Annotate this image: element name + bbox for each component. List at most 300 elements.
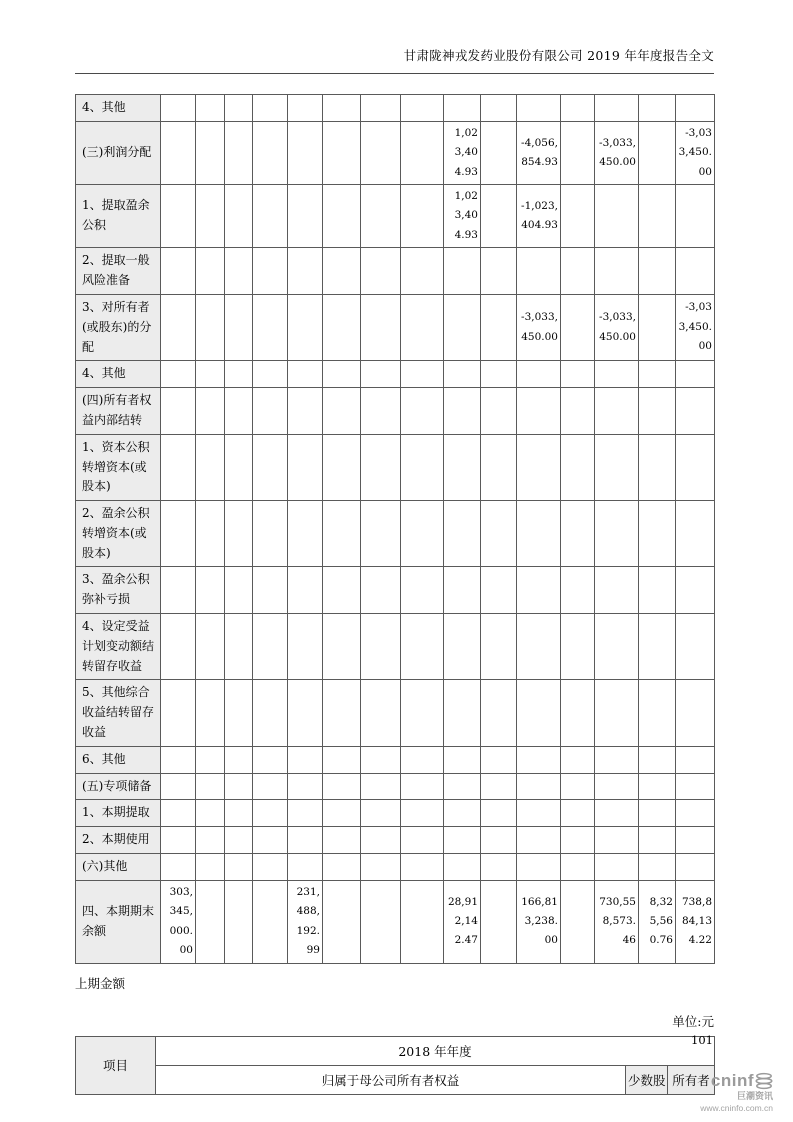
value-cell [517,361,561,388]
value-cell [639,854,676,881]
value-cell [288,434,323,500]
value-cell [444,434,481,500]
value-cell [323,614,361,680]
value-cell [225,680,253,746]
value-cell [444,95,481,122]
value-cell [561,294,595,360]
value-cell [361,567,401,614]
value-cell [595,361,639,388]
value-cell [196,388,225,435]
value-cell [401,248,444,295]
value-cell [595,800,639,827]
value-cell [323,680,361,746]
value-cell [561,434,595,500]
value-cell [225,827,253,854]
value-cell [676,567,715,614]
value-cell [444,827,481,854]
value-cell [323,800,361,827]
value-cell [161,361,196,388]
value-cell [444,614,481,680]
table-row [76,680,715,746]
value-cell [196,880,225,963]
value-cell [517,746,561,773]
value-cell [444,800,481,827]
row-label: (三)利润分配 [76,121,161,184]
page-number: 101 [691,1033,713,1047]
document-header: 甘肃陇神戎发药业股份有限公司 2019 年年度报告全文 [75,46,714,74]
value-cell [401,567,444,614]
value-cell [639,773,676,800]
value-cell [676,185,715,248]
value-cell [676,95,715,122]
value-cell [639,827,676,854]
table-row [76,880,715,963]
value-cell [401,880,444,963]
value-cell: 730,558,573.46 [595,880,639,963]
value-cell [639,614,676,680]
value-cell: 231,488,192.99 [288,880,323,963]
table-row [76,95,715,122]
row-label: 4、其他 [76,95,161,122]
value-cell [253,434,288,500]
value-cell [196,567,225,614]
value-cell [401,854,444,881]
value-cell [361,294,401,360]
value-cell [288,746,323,773]
value-cell [676,248,715,295]
value-cell [361,773,401,800]
value-cell [676,800,715,827]
value-cell [639,361,676,388]
value-cell [444,854,481,881]
value-cell [639,680,676,746]
value-cell [225,361,253,388]
row-label: 四、本期期末余额 [76,880,161,963]
value-cell [253,185,288,248]
value-cell [444,773,481,800]
value-cell [444,501,481,567]
value-cell [253,567,288,614]
value-cell [225,773,253,800]
value-cell [196,854,225,881]
value-cell [196,827,225,854]
value-cell [401,680,444,746]
value-cell [323,827,361,854]
table-row [76,361,715,388]
value-cell [225,434,253,500]
table-row [76,434,715,500]
table-row [76,614,715,680]
value-cell [595,746,639,773]
value-cell [561,800,595,827]
value-cell [595,567,639,614]
row-label: 5、其他综合收益结转留存收益 [76,680,161,746]
value-cell [639,800,676,827]
value-cell [288,248,323,295]
value-cell [225,95,253,122]
value-cell [676,388,715,435]
value-cell [595,680,639,746]
value-cell: -3,033,450.00 [595,294,639,360]
value-cell [561,614,595,680]
row-label: 4、其他 [76,361,161,388]
value-cell [595,854,639,881]
value-cell [361,121,401,184]
value-cell: 738,884,134.22 [676,880,715,963]
value-cell [481,388,517,435]
value-cell [196,185,225,248]
value-cell [253,388,288,435]
year-header-cell: 2018 年年度 [156,1036,715,1065]
value-cell [323,880,361,963]
value-cell [517,680,561,746]
value-cell [225,388,253,435]
value-cell: 28,912,142.47 [444,880,481,963]
value-cell [481,248,517,295]
value-cell [444,746,481,773]
value-cell [401,773,444,800]
value-cell [225,746,253,773]
table-row [76,185,715,248]
value-cell [196,95,225,122]
value-cell [196,361,225,388]
value-cell [481,800,517,827]
value-cell [676,434,715,500]
value-cell: 166,813,238.00 [517,880,561,963]
value-cell: -4,056,854.93 [517,121,561,184]
value-cell [161,614,196,680]
prior-period-table [75,1036,715,1095]
value-cell [361,388,401,435]
value-cell [639,501,676,567]
value-cell [196,294,225,360]
value-cell [444,294,481,360]
value-cell: -3,033,450.00 [676,121,715,184]
value-cell [361,95,401,122]
value-cell [595,388,639,435]
value-cell [401,185,444,248]
value-cell [196,248,225,295]
value-cell [639,95,676,122]
value-cell [401,95,444,122]
value-cell [401,746,444,773]
value-cell [595,827,639,854]
value-cell [561,248,595,295]
value-cell [481,880,517,963]
value-cell [288,95,323,122]
value-cell [288,614,323,680]
value-cell [517,248,561,295]
value-cell [444,248,481,295]
value-cell [639,388,676,435]
value-cell [253,501,288,567]
table-row [76,121,715,184]
value-cell [401,361,444,388]
value-cell [561,121,595,184]
row-label: 3、盈余公积弥补亏损 [76,567,161,614]
value-cell [401,294,444,360]
value-cell [481,185,517,248]
value-cell [225,121,253,184]
value-cell [161,501,196,567]
value-cell [639,434,676,500]
row-label: 1、资本公积转增资本(或股本) [76,434,161,500]
value-cell [481,567,517,614]
value-cell [361,614,401,680]
value-cell [161,121,196,184]
table-row [76,1036,715,1065]
value-cell [288,121,323,184]
value-cell [196,501,225,567]
value-cell [288,773,323,800]
row-label: 3、对所有者(或股东)的分配 [76,294,161,360]
value-cell [517,95,561,122]
value-cell [481,294,517,360]
value-cell [595,95,639,122]
unit-label: 单位:元 [672,1013,714,1029]
value-cell [561,388,595,435]
value-cell [323,854,361,881]
value-cell [253,95,288,122]
value-cell [561,361,595,388]
table-row [76,746,715,773]
value-cell [595,248,639,295]
value-cell [253,773,288,800]
value-cell [288,567,323,614]
value-cell: 1,023,404.93 [444,185,481,248]
project-header-cell: 项目 [76,1036,156,1094]
table-row [76,1065,715,1094]
row-label: 1、提取盈余公积 [76,185,161,248]
value-cell [253,880,288,963]
value-cell [444,567,481,614]
value-cell [481,434,517,500]
value-cell [161,800,196,827]
cninfo-brand-text: cninf [710,1071,754,1090]
value-cell [639,294,676,360]
value-cell [481,680,517,746]
value-cell [196,614,225,680]
table-row [76,501,715,567]
row-label: 1、本期提取 [76,800,161,827]
value-cell [595,614,639,680]
value-cell [253,800,288,827]
value-cell [161,827,196,854]
value-cell [361,827,401,854]
value-cell [288,680,323,746]
value-cell [595,773,639,800]
value-cell [401,800,444,827]
row-label: 2、本期使用 [76,827,161,854]
value-cell: -3,033,450.00 [676,294,715,360]
value-cell [444,680,481,746]
value-cell [481,361,517,388]
value-cell [288,361,323,388]
value-cell [225,854,253,881]
value-cell [517,800,561,827]
total-header-cell: 所有者 [668,1065,715,1094]
value-cell [253,248,288,295]
value-cell [481,501,517,567]
value-cell [517,614,561,680]
value-cell [481,614,517,680]
value-cell [323,388,361,435]
value-cell [481,854,517,881]
value-cell [161,773,196,800]
value-cell: -3,033,450.00 [517,294,561,360]
value-cell [481,95,517,122]
table-row [76,773,715,800]
value-cell [323,773,361,800]
value-cell [561,854,595,881]
value-cell [161,854,196,881]
value-cell [639,248,676,295]
value-cell [225,294,253,360]
value-cell [323,501,361,567]
value-cell [676,854,715,881]
value-cell [323,567,361,614]
value-cell: 303,345,000.00 [161,880,196,963]
value-cell [361,854,401,881]
value-cell [288,294,323,360]
value-cell [323,434,361,500]
value-cell [401,121,444,184]
table-row [76,248,715,295]
value-cell [401,434,444,500]
value-cell [161,248,196,295]
value-cell [161,185,196,248]
value-cell [288,388,323,435]
value-cell [225,501,253,567]
value-cell [561,567,595,614]
value-cell [196,746,225,773]
row-label: (四)所有者权益内部结转 [76,388,161,435]
equity-change-table [75,94,715,964]
value-cell [639,567,676,614]
value-cell [161,434,196,500]
prior-period-label: 上期金额 [75,975,126,991]
value-cell [401,614,444,680]
value-cell [517,567,561,614]
value-cell [288,800,323,827]
value-cell [196,680,225,746]
value-cell [288,185,323,248]
row-label: 2、盈余公积转增资本(或股本) [76,501,161,567]
value-cell: 8,325,560.76 [639,880,676,963]
value-cell [196,773,225,800]
value-cell [401,501,444,567]
value-cell [444,361,481,388]
value-cell [225,567,253,614]
table-row [76,294,715,360]
value-cell [401,388,444,435]
value-cell [517,854,561,881]
value-cell [323,95,361,122]
value-cell [225,248,253,295]
value-cell [481,827,517,854]
value-cell [253,827,288,854]
value-cell [517,501,561,567]
value-cell [361,434,401,500]
owner-equity-header-cell: 归属于母公司所有者权益 [156,1065,626,1094]
value-cell [561,880,595,963]
value-cell [323,746,361,773]
value-cell [361,361,401,388]
value-cell [517,388,561,435]
value-cell [561,501,595,567]
value-cell [676,746,715,773]
cninfo-chinese-name: 巨潮资讯 [736,1090,773,1101]
value-cell [361,800,401,827]
value-cell [253,854,288,881]
minority-header-cell: 少数股 [626,1065,668,1094]
row-label: (六)其他 [76,854,161,881]
value-cell [253,746,288,773]
value-cell [361,248,401,295]
value-cell [225,614,253,680]
value-cell: -3,033,450.00 [595,121,639,184]
table-row [76,800,715,827]
value-cell [288,827,323,854]
value-cell [676,827,715,854]
value-cell [161,567,196,614]
value-cell [253,294,288,360]
row-label: 6、其他 [76,746,161,773]
table-row [76,388,715,435]
table-row [76,567,715,614]
value-cell [676,680,715,746]
value-cell [323,294,361,360]
value-cell [253,361,288,388]
row-label: 4、设定受益计划变动额结转留存收益 [76,614,161,680]
value-cell [561,746,595,773]
value-cell [517,773,561,800]
value-cell [288,854,323,881]
value-cell [361,746,401,773]
value-cell [561,185,595,248]
value-cell [161,746,196,773]
cninfo-globe-icon [755,1072,773,1090]
value-cell [676,361,715,388]
value-cell [639,746,676,773]
row-label: (五)专项储备 [76,773,161,800]
value-cell [288,501,323,567]
value-cell [517,434,561,500]
value-cell [639,185,676,248]
value-cell [196,800,225,827]
value-cell [161,95,196,122]
value-cell [481,773,517,800]
value-cell [481,746,517,773]
value-cell [196,121,225,184]
value-cell [253,614,288,680]
value-cell [595,185,639,248]
value-cell [481,121,517,184]
cninfo-url: www.cninfo.com.cn [700,1102,773,1113]
cninfo-logo-top [700,1072,773,1091]
value-cell [161,388,196,435]
value-cell [361,880,401,963]
value-cell [323,185,361,248]
value-cell [517,827,561,854]
value-cell [161,680,196,746]
value-cell [361,501,401,567]
value-cell [676,501,715,567]
value-cell [323,361,361,388]
table-row [76,854,715,881]
value-cell [361,185,401,248]
cninfo-logo [700,1072,773,1113]
